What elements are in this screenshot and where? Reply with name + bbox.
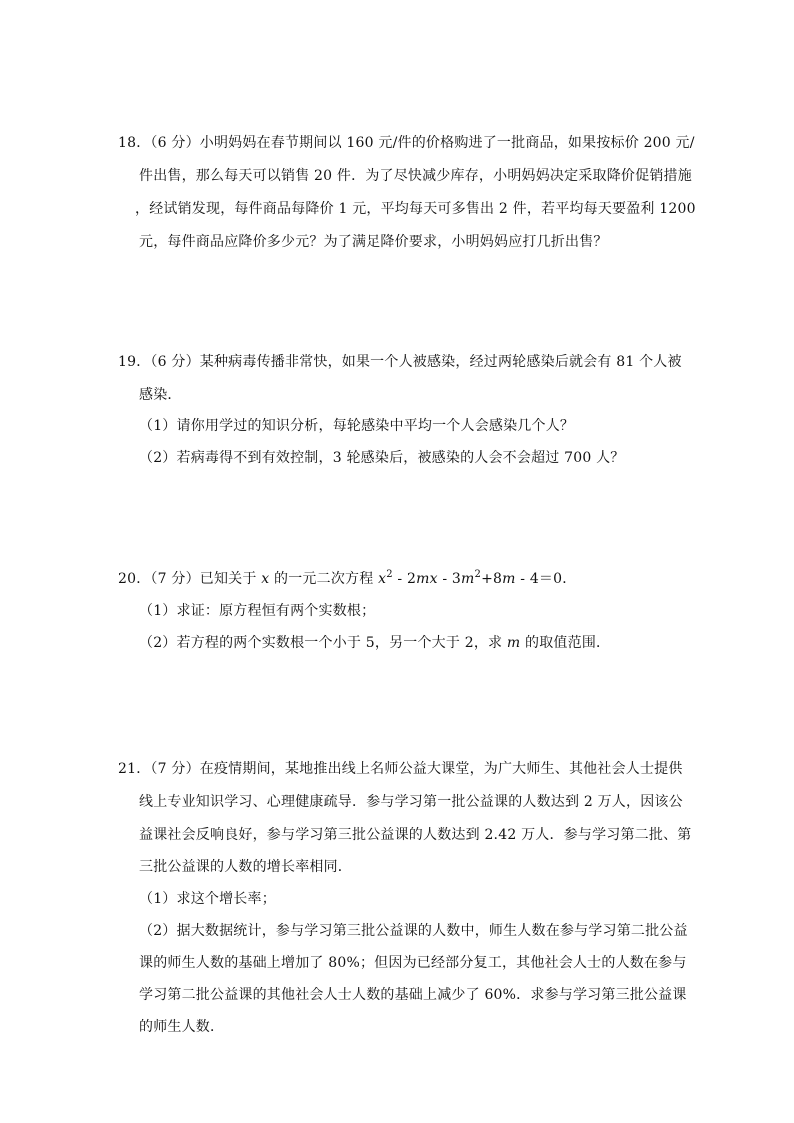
math-variable: x	[378, 571, 387, 587]
question-text-line: 某种病毒传播非常快，如果一个人被感染，经过两轮感染后就会有 81 个人被	[199, 354, 682, 370]
question-score: （7 分）	[150, 761, 200, 777]
question-text: 已知关于	[199, 571, 257, 587]
question-20-first-line	[118, 569, 576, 589]
question-text-line: 益课社会反响良好，参与学习第三批公益课的人数达到 2.42 万人．参与学习第二批、第	[139, 827, 692, 843]
question-text: 的一元二次方程	[274, 571, 374, 587]
sub-question-1: （1）求这个增长率；	[139, 891, 276, 907]
question-number: 18．	[118, 135, 151, 151]
sub-question-2	[139, 633, 610, 653]
question-score: （6 分）	[150, 354, 200, 370]
sub-question-2: （2）据大数据统计，参与学习第三批公益课的人数中，师生人数在参与学习第二批公益	[139, 923, 688, 939]
question-text: 的取值范围．	[525, 635, 611, 651]
question-number: 21．	[118, 761, 151, 777]
equation-part: - 3	[437, 571, 462, 587]
question-score: （6 分）	[150, 135, 200, 151]
question-text-line: ，经试销发现，每件商品每降价 1 元，平均每天可多售出 2 件，若平均每天要盈利 1200	[135, 201, 696, 217]
math-variable: x	[261, 571, 270, 587]
question-text-line: 在疫情期间，某地推出线上名师公益大课堂，为广大师生、其他社会人士提供	[199, 761, 683, 777]
equation	[378, 571, 576, 587]
sub-question-1: （1）求证：原方程恒有两个实数根；	[139, 603, 376, 619]
question-text-line: 线上专业知识学习、心理健康疏导．参与学习第一批公益课的人数达到 2 万人，因该公	[139, 794, 683, 810]
equation-part: +8	[481, 571, 503, 587]
question-text-line: 小明妈妈在春节期间以 160 元/件的价格购进了一批商品，如果按标价 200 元/	[199, 135, 695, 151]
equation-part: - 2	[392, 571, 417, 587]
question-text-line: 课的师生人数的基础上增加了 80%；但因为已经部分复工，其他社会人士的人数在参与	[139, 955, 687, 971]
equation-part: - 4＝0．	[515, 571, 577, 587]
math-variable: m	[506, 635, 521, 651]
question-21-first-line	[118, 759, 683, 779]
question-score: （7 分）	[150, 571, 200, 587]
question-19-first-line	[118, 352, 682, 372]
question-18-first-line	[118, 133, 695, 153]
question-text-line: 感染．	[139, 387, 182, 403]
question-text-line: 学习第二批公益课的其他社会人士人数的基础上减少了 60%．求参与学习第三批公益课	[139, 987, 687, 1003]
question-text: （2）若方程的两个实数根一个小于 5，另一个大于 2，求	[139, 635, 503, 651]
sub-question-2: （2）若病毒得不到有效控制，3 轮感染后，被感染的人会不会超过 700 人？	[139, 450, 625, 466]
math-variable: m	[461, 571, 475, 587]
math-variable: mx	[416, 571, 438, 587]
question-text-line: 的师生人数．	[139, 1019, 225, 1035]
sub-question-1: （1）请你用学过的知识分析，每轮感染中平均一个人会感染几个人？	[139, 418, 575, 434]
question-number: 19．	[118, 354, 151, 370]
question-text-line: 件出售，那么每天可以销售 20 件．为了尽快减少库存，小明妈妈决定采取降价促销措施	[139, 168, 692, 184]
exponent: 2	[386, 569, 393, 580]
question-text-line: 元，每件商品应降价多少元？为了满足降价要求，小明妈妈应打几折出售？	[139, 234, 608, 250]
question-text-line: 三批公益课的人数的增长率相同．	[139, 859, 352, 875]
exponent: 2	[474, 569, 482, 580]
question-number: 20．	[118, 571, 151, 587]
math-variable: m	[502, 571, 516, 587]
